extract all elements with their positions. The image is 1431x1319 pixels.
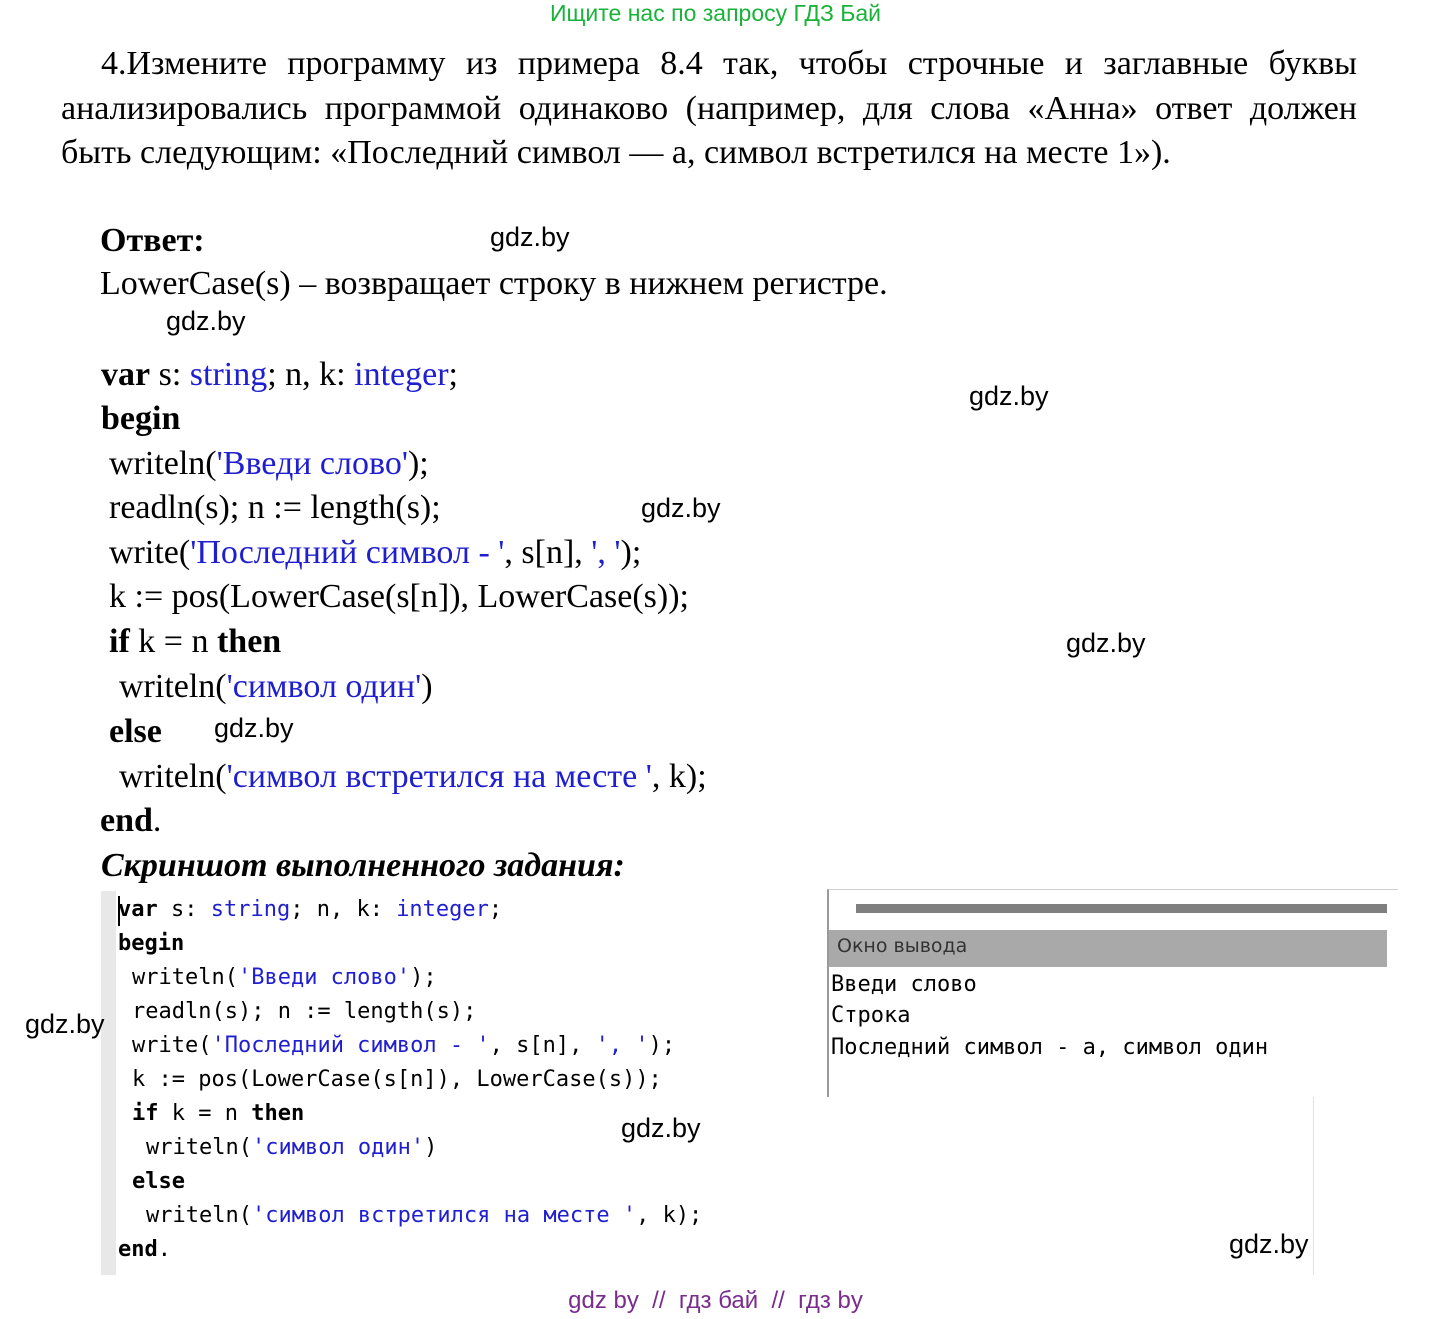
ide-line-5: write('Последний символ - ', s[n], ', '); — [132, 1033, 676, 1058]
task-text: 4.Измените программу из примера 8.4 так, чтобы строчные и заглавные буквы анализировались программой одинаково (например, для слова «Анна» ответ должен быть следующим: «Последний символ — а, символ встретился на месте 1»). — [61, 45, 1357, 172]
output-window-title: Окно вывода — [837, 935, 968, 957]
ide-line-8: writeln('символ один') — [146, 1135, 438, 1160]
code-line-10: writeln('символ встретился на месте ', k); — [119, 758, 707, 795]
watermark: gdz.by — [1229, 1229, 1309, 1259]
screenshot-heading: Скриншот выполненного задания: — [101, 847, 625, 884]
output-line-1: Введи слово — [831, 972, 977, 997]
ide-line-10: writeln('символ встретился на месте ', k); — [146, 1203, 703, 1228]
code-line-1: var s: string; n, k: integer; — [101, 356, 458, 393]
watermark: gdz.by — [490, 222, 570, 252]
answer-label: Ответ: — [100, 222, 205, 259]
code-line-3: writeln('Введи слово'); — [109, 445, 429, 482]
top-banner: Ищите нас по запросу ГДЗ Бай — [549, 0, 882, 26]
watermark: gdz.by — [166, 306, 246, 336]
ide-line-11: end. — [118, 1237, 171, 1262]
output-line-2: Строка — [831, 1003, 911, 1028]
watermark: gdz.by — [25, 1009, 105, 1039]
watermark: gdz.by — [1066, 628, 1146, 658]
ide-line-4: readln(s); n := length(s); — [132, 999, 477, 1024]
code-line-5: write('Последний символ - ', s[n], ', '); — [109, 534, 642, 571]
splitter-bar[interactable] — [856, 904, 1387, 913]
ide-line-1: var s: string; n, k: integer; — [118, 897, 503, 922]
watermark: gdz.by — [621, 1113, 701, 1143]
ide-line-9: else — [132, 1169, 185, 1194]
code-line-9: else — [109, 713, 162, 750]
watermark: gdz.by — [969, 381, 1049, 411]
code-line-2: begin — [101, 400, 181, 437]
lowercase-note: LowerCase(s) – возвращает строку в нижнем регистре. — [100, 265, 888, 302]
divider-line — [1313, 1097, 1314, 1275]
ide-line-6: k := pos(LowerCase(s[n]), LowerCase(s)); — [132, 1067, 662, 1092]
code-line-8: writeln('символ один') — [119, 668, 433, 705]
ide-line-3: writeln('Введи слово'); — [132, 965, 437, 990]
code-line-6: k := pos(LowerCase(s[n]), LowerCase(s)); — [109, 578, 689, 615]
ide-line-2: begin — [118, 931, 185, 956]
output-line-3: Последний символ - а, символ один — [831, 1035, 1269, 1060]
watermark: gdz.by — [641, 493, 721, 523]
footer-links: gdz by // гдз бай // гдз by — [568, 1287, 863, 1314]
code-line-7: if k = n then — [109, 623, 282, 660]
watermark: gdz.by — [214, 713, 294, 743]
code-line-11: end. — [100, 802, 162, 839]
ide-line-7: if k = n then — [132, 1101, 305, 1126]
code-line-4: readln(s); n := length(s); — [109, 489, 441, 526]
